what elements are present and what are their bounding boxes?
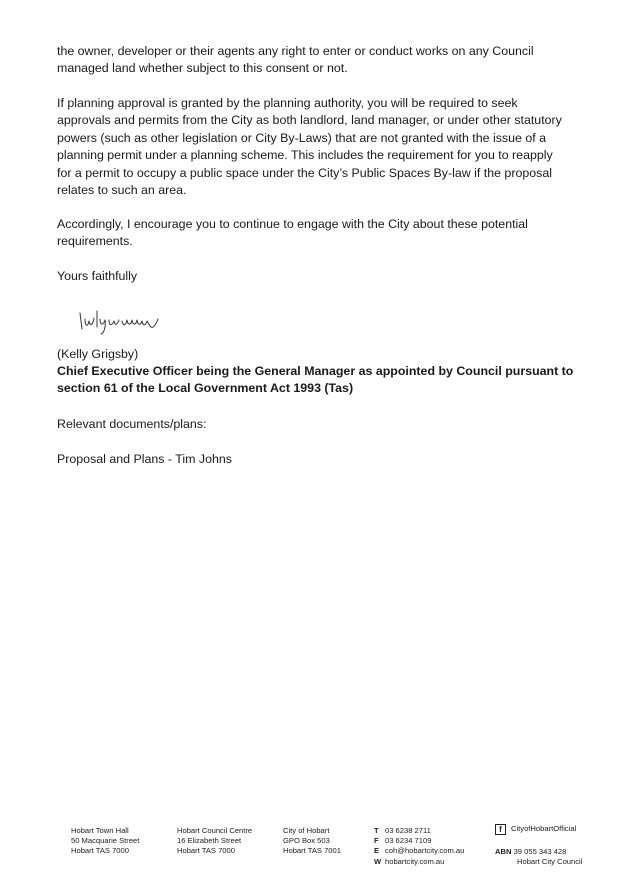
documents-heading bbox=[57, 416, 567, 433]
footer-postal-address bbox=[283, 826, 341, 857]
documents-item bbox=[57, 451, 567, 468]
footer-line: 50 Macquarie Street bbox=[71, 836, 140, 846]
footer-line: Hobart Council Centre bbox=[177, 826, 253, 835]
documents-item-text: Proposal and Plans - Tim Johns bbox=[57, 452, 232, 466]
contact-value: 03 6238 2711 bbox=[385, 826, 431, 835]
documents-heading-text: Relevant documents/plans: bbox=[57, 417, 207, 431]
contact-email bbox=[374, 846, 464, 856]
contact-label: W bbox=[374, 856, 382, 866]
footer-address-council-centre bbox=[177, 826, 252, 857]
footer-line: City of Hobart bbox=[283, 826, 330, 835]
contact-value[interactable]: coh@hobartcity.com.au bbox=[385, 846, 465, 856]
body-paragraph-3 bbox=[57, 216, 567, 251]
contact-phone bbox=[374, 826, 464, 836]
contact-value: 03 6234 7109 bbox=[385, 836, 432, 846]
footer-address-town-hall bbox=[71, 826, 139, 857]
contact-label: T bbox=[374, 826, 379, 835]
paragraph-text: If planning approval is granted by the planning authority, you will be required to seek approvals and permits from the City as both landlord, land manager, or under other statutory powers (such as other legislation or City By-Laws) that are not granted with the issue of a planning permit under a planning scheme. This includes the requirement for you to reapply for a permit to occupy a public space under the City’s Public Spaces By-law if the proposal relates to such an area. bbox=[57, 96, 562, 198]
body-paragraph-2 bbox=[57, 95, 567, 199]
footer-contacts bbox=[374, 826, 464, 867]
footer-social-abn bbox=[495, 824, 582, 867]
footer-line: Hobart TAS 7000 bbox=[177, 846, 235, 856]
salutation-text: Yours faithfully bbox=[57, 269, 138, 283]
handwritten-signature bbox=[76, 305, 162, 335]
footer-line: GPO Box 503 bbox=[283, 836, 330, 846]
council-name: Hobart City Council bbox=[517, 857, 583, 867]
contact-fax bbox=[374, 836, 464, 846]
contact-label: F bbox=[374, 836, 379, 846]
contact-value[interactable]: hobartcity.com.au bbox=[385, 856, 445, 866]
footer-line: 16 Elizabeth Street bbox=[177, 836, 242, 846]
abn-line bbox=[495, 847, 582, 857]
abn-label: ABN bbox=[495, 847, 512, 856]
abn-value: 39 055 343 428 bbox=[513, 847, 567, 856]
signatory-title: Chief Executive Officer being the General Manager as appointed by Council pursuant to section 61 of the Local Government Act 1993 (Tas) bbox=[57, 364, 574, 396]
footer-line: Hobart TAS 7000 bbox=[71, 846, 129, 856]
contact-website bbox=[374, 857, 464, 867]
facebook-handle: CityofHobartOfficial bbox=[511, 824, 577, 834]
closing-salutation bbox=[57, 268, 567, 285]
contact-label: E bbox=[374, 846, 380, 856]
signatory-name: (Kelly Grigsby) bbox=[57, 347, 139, 361]
paragraph-text: the owner, developer or their agents any right to enter or conduct works on any Council managed land whether subject to this consent or not. bbox=[57, 44, 534, 76]
body-paragraph-1 bbox=[57, 43, 567, 78]
facebook-icon: f bbox=[495, 824, 506, 835]
footer-line: Hobart TAS 7001 bbox=[283, 846, 341, 856]
facebook-link[interactable] bbox=[495, 824, 582, 835]
paragraph-text: Accordingly, I encourage you to continue to engage with the City about these potential requirements. bbox=[57, 217, 528, 249]
footer-line: Hobart Town Hall bbox=[71, 826, 129, 835]
